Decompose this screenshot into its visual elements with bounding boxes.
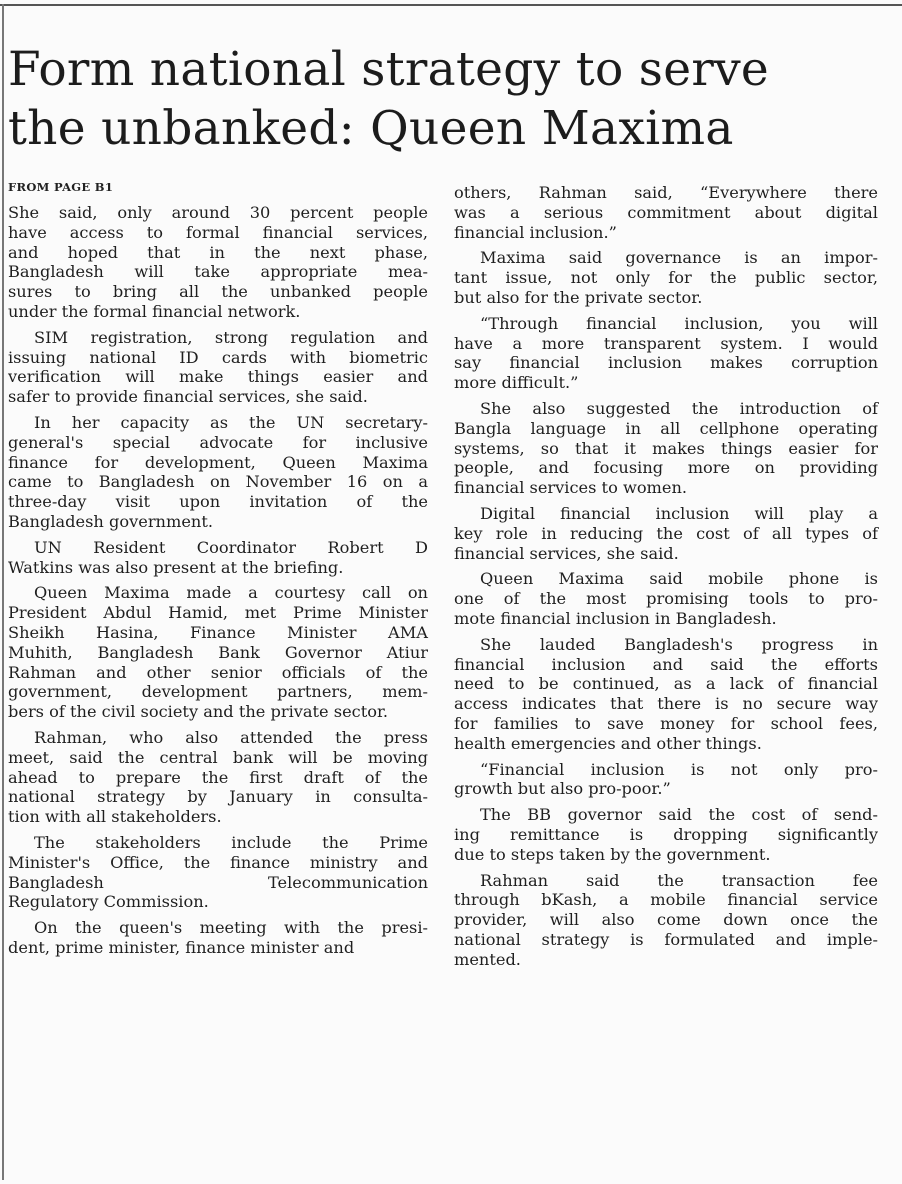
paragraph [8,583,428,722]
text-line: meet, said the central bank will be moving [8,747,428,767]
text-line: The stakeholders include the Prime [34,832,428,852]
text-line: government, development partners, mem- [8,682,428,702]
text-line: Muhith, Bangladesh Bank Governor Atiur [8,642,428,662]
text-line: one of the most promising tools to pro- [454,589,878,609]
paragraph [454,399,878,498]
text-line: have access to formal financial services, [8,222,428,242]
text-line: provider, will also come down once the [454,910,878,930]
text-line: national strategy by January in consulta- [8,787,428,807]
text-line: due to steps taken by the government. [454,844,771,864]
text-line: She also suggested the introduction of [480,398,878,418]
text-line: Queen Maxima said mobile phone is [480,569,878,589]
text-line: general's special advocate for inclusive [8,432,428,452]
text-line: finance for development, Queen Maxima [8,452,428,472]
text-line: financial services, she said. [454,543,679,563]
left-column [8,203,428,964]
text-line: On the queen's meeting with the presi- [34,918,428,938]
text-line: financial inclusion and said the efforts [454,654,878,674]
right-column [454,183,878,975]
text-line: UN Resident Coordinator Robert D [34,537,428,557]
text-line: mote financial inclusion in Bangladesh. [454,608,777,628]
text-line: have a more transparent system. I would [454,333,878,353]
text-line: Queen Maxima made a courtesy call on [34,583,428,603]
paragraph [454,504,878,563]
text-line: Watkins was also present at the briefing. [8,557,344,577]
text-line: Sheikh Hasina, Finance Minister AMA [8,622,428,642]
text-line: “Through financial inclusion, you will [480,313,878,333]
text-line: Regulatory Commission. [8,892,209,912]
from-page-label: FROM PAGE B1 [8,180,114,194]
text-line: Rahman and other senior officials of the [8,662,428,682]
text-line: through bKash, a mobile financial service [454,890,878,910]
text-line: under the formal financial network. [8,301,301,321]
headline-line-2: the unbanked: Queen Maxima [8,101,734,156]
paragraph [454,760,878,800]
top-border-rule [0,4,902,6]
text-line: The BB governor said the cost of send- [480,805,878,825]
text-line: people, and focusing more on providing [454,458,878,478]
text-line: mented. [454,949,521,969]
text-line: SIM registration, strong regulation and [34,327,428,347]
text-line: dent, prime minister, finance minister and [8,937,355,957]
text-line: others, Rahman said, “Everywhere there [454,183,878,202]
paragraph [454,314,878,393]
text-line: systems, so that it makes things easier for [454,438,878,458]
text-line: Bangladesh government. [8,511,213,531]
text-line: sures to bring all the unbanked people [8,282,428,302]
text-line: ing remittance is dropping significantly [454,824,878,844]
text-line: tion with all stakeholders. [8,807,222,827]
text-line: tant issue, not only for the public sector, [454,268,878,288]
text-line: came to Bangladesh on November 16 on a [8,472,428,492]
text-line: health emergencies and other things. [454,733,762,753]
text-line: say financial inclusion makes corruption [454,353,878,373]
paragraph [8,728,428,827]
paragraph [8,538,428,578]
left-border-rule [2,4,4,1180]
text-line: Bangla language in all cellphone operating [454,418,878,438]
text-line: and hoped that in the next phase, [8,242,428,262]
text-line: She said, only around 30 percent people [8,203,428,222]
text-line: Digital financial inclusion will play a [480,503,878,523]
headline [8,40,898,158]
paragraph [454,871,878,970]
text-line: growth but also pro-poor.” [454,779,671,799]
paragraph [8,918,428,958]
text-line: more difficult.” [454,373,579,393]
text-line: national strategy is formulated and imple- [454,929,878,949]
text-line: verification will make things easier and [8,367,428,387]
paragraph [454,248,878,307]
text-line: need to be continued, as a lack of financial [454,674,878,694]
paragraph [8,328,428,407]
text-line: financial inclusion.” [454,222,617,242]
paragraph [454,569,878,628]
text-line: was a serious commitment about digital [454,202,878,222]
text-line: Rahman, who also attended the press [34,727,428,747]
text-line: access indicates that there is no secure way [454,694,878,714]
text-line: safer to provide financial services, she said. [8,387,368,407]
paragraph [454,805,878,864]
text-line: for families to save money for school fees, [454,713,878,733]
text-line: ahead to prepare the first draft of the [8,767,428,787]
headline-line-1: Form national strategy to serve [8,42,770,97]
text-line: In her capacity as the UN secretary- [34,412,428,432]
text-line: three-day visit upon invitation of the [8,492,428,512]
text-line: bers of the civil society and the private sector. [8,702,389,722]
text-line: She lauded Bangladesh's progress in [480,634,878,654]
text-line: financial services to women. [454,478,688,498]
paragraph [8,833,428,912]
text-line: Rahman said the transaction fee [480,870,878,890]
paragraph [8,413,428,532]
text-line: issuing national ID cards with biometric [8,347,428,367]
text-line: Maxima said governance is an impor- [480,248,878,268]
text-line: President Abdul Hamid, met Prime Minister [8,603,428,623]
text-line: “Financial inclusion is not only pro- [480,759,878,779]
text-line: Minister's Office, the finance ministry and [8,852,428,872]
text-line: key role in reducing the cost of all types of [454,523,878,543]
paragraph [8,203,428,322]
text-line: Bangladesh Telecommunication [8,872,428,892]
paragraph [454,635,878,754]
text-line: Bangladesh will take appropriate mea- [8,262,428,282]
text-line: but also for the private sector. [454,287,703,307]
paragraph [454,183,878,242]
